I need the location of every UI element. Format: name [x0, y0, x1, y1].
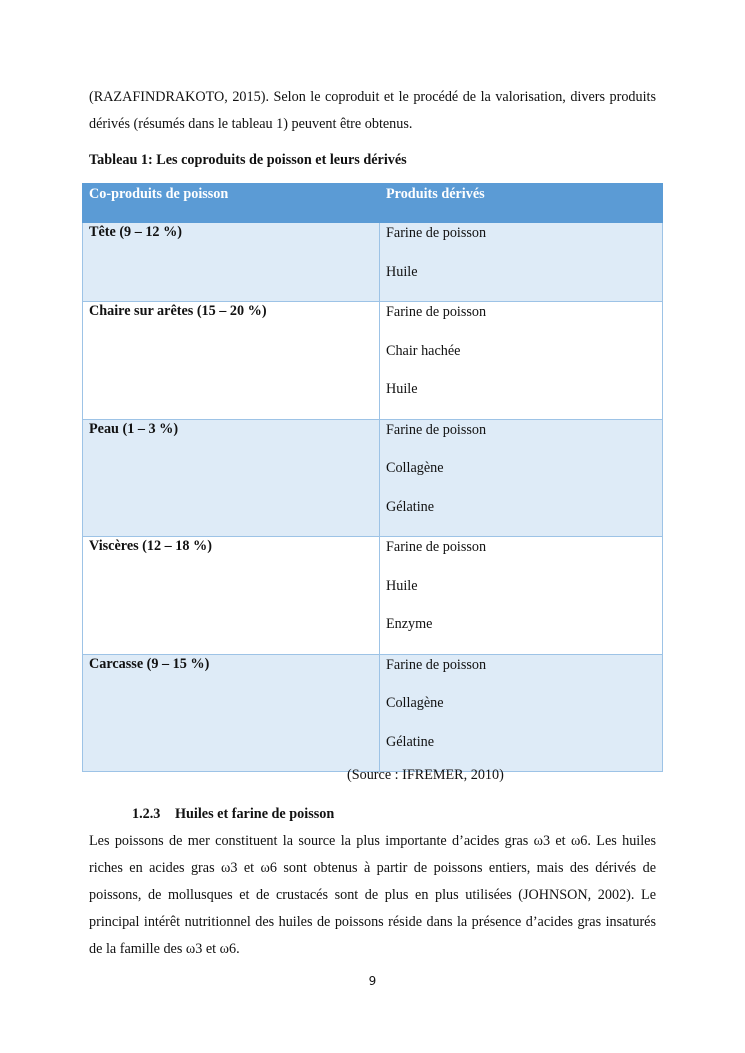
section-number: 1.2.3 [132, 806, 161, 822]
intro-paragraph: (RAZAFINDRAKOTO, 2015). Selon le coproduit et le procédé de la valorisation, divers produits dérivés (résumés dans le tableau 1) peuvent être obtenus. [89, 89, 656, 132]
coproducts-table [82, 183, 663, 772]
derived-product: Collagène [386, 695, 444, 711]
table-row [83, 223, 663, 302]
body-paragraph: Les poissons de mer constituent la source la plus importante d’acides gras ω3 et ω6. Les huiles riches en acides gras ω3 et ω6 sont obtenus à partir de poissons entiers, mais des dérivés de poissons, de mollusques et de crustacés sont de plus en plus utilisées (JOHNSON, 2002). Le principal intérêt nutritionnel des huiles de poissons réside dans la présence d’acides gras insaturés de la famille des ω3 et ω6. [89, 833, 656, 957]
derived-product: Chair hachée [386, 342, 461, 359]
derived-product: Gélatine [386, 498, 435, 515]
table-row [83, 302, 663, 420]
derived-product: Huile [386, 263, 418, 280]
derived-product: Collagène [386, 460, 444, 476]
table-row [83, 654, 663, 772]
header-derived: Produits dérivés [380, 184, 663, 223]
header-coproducts: Co-produits de poisson [83, 184, 380, 223]
table-header-row [83, 184, 663, 223]
derived-product: Gélatine [386, 733, 435, 750]
section-heading [132, 805, 334, 823]
derived-cell [380, 537, 663, 655]
coproduct-cell: Carcasse (9 – 15 %) [83, 654, 380, 772]
derived-cell [380, 654, 663, 772]
derived-product: Farine de poisson [386, 656, 487, 673]
coproduct-cell: Tête (9 – 12 %) [83, 223, 380, 302]
derived-product: Farine de poisson [386, 304, 487, 320]
table-row [83, 419, 663, 537]
coproduct-cell: Viscères (12 – 18 %) [83, 537, 380, 655]
coproduct-cell: Peau (1 – 3 %) [83, 419, 380, 537]
page-number: 9 [368, 974, 377, 988]
coproduct-cell: Chaire sur arêtes (15 – 20 %) [83, 302, 380, 420]
section-title: Huiles et farine de poisson [175, 806, 335, 822]
derived-cell [380, 302, 663, 420]
derived-product: Farine de poisson [386, 539, 487, 555]
table-caption: Tableau 1: Les coproduits de poisson et leurs dérivés [89, 152, 407, 168]
derived-product: Huile [386, 381, 418, 397]
table-row [83, 537, 663, 655]
derived-product: Huile [386, 577, 418, 594]
derived-product: Farine de poisson [386, 225, 487, 241]
derived-cell [380, 419, 663, 537]
table-source: (Source : IFREMER, 2010) [347, 767, 504, 783]
derived-product: Enzyme [386, 616, 433, 632]
derived-cell [380, 223, 663, 302]
derived-product: Farine de poisson [386, 421, 487, 438]
